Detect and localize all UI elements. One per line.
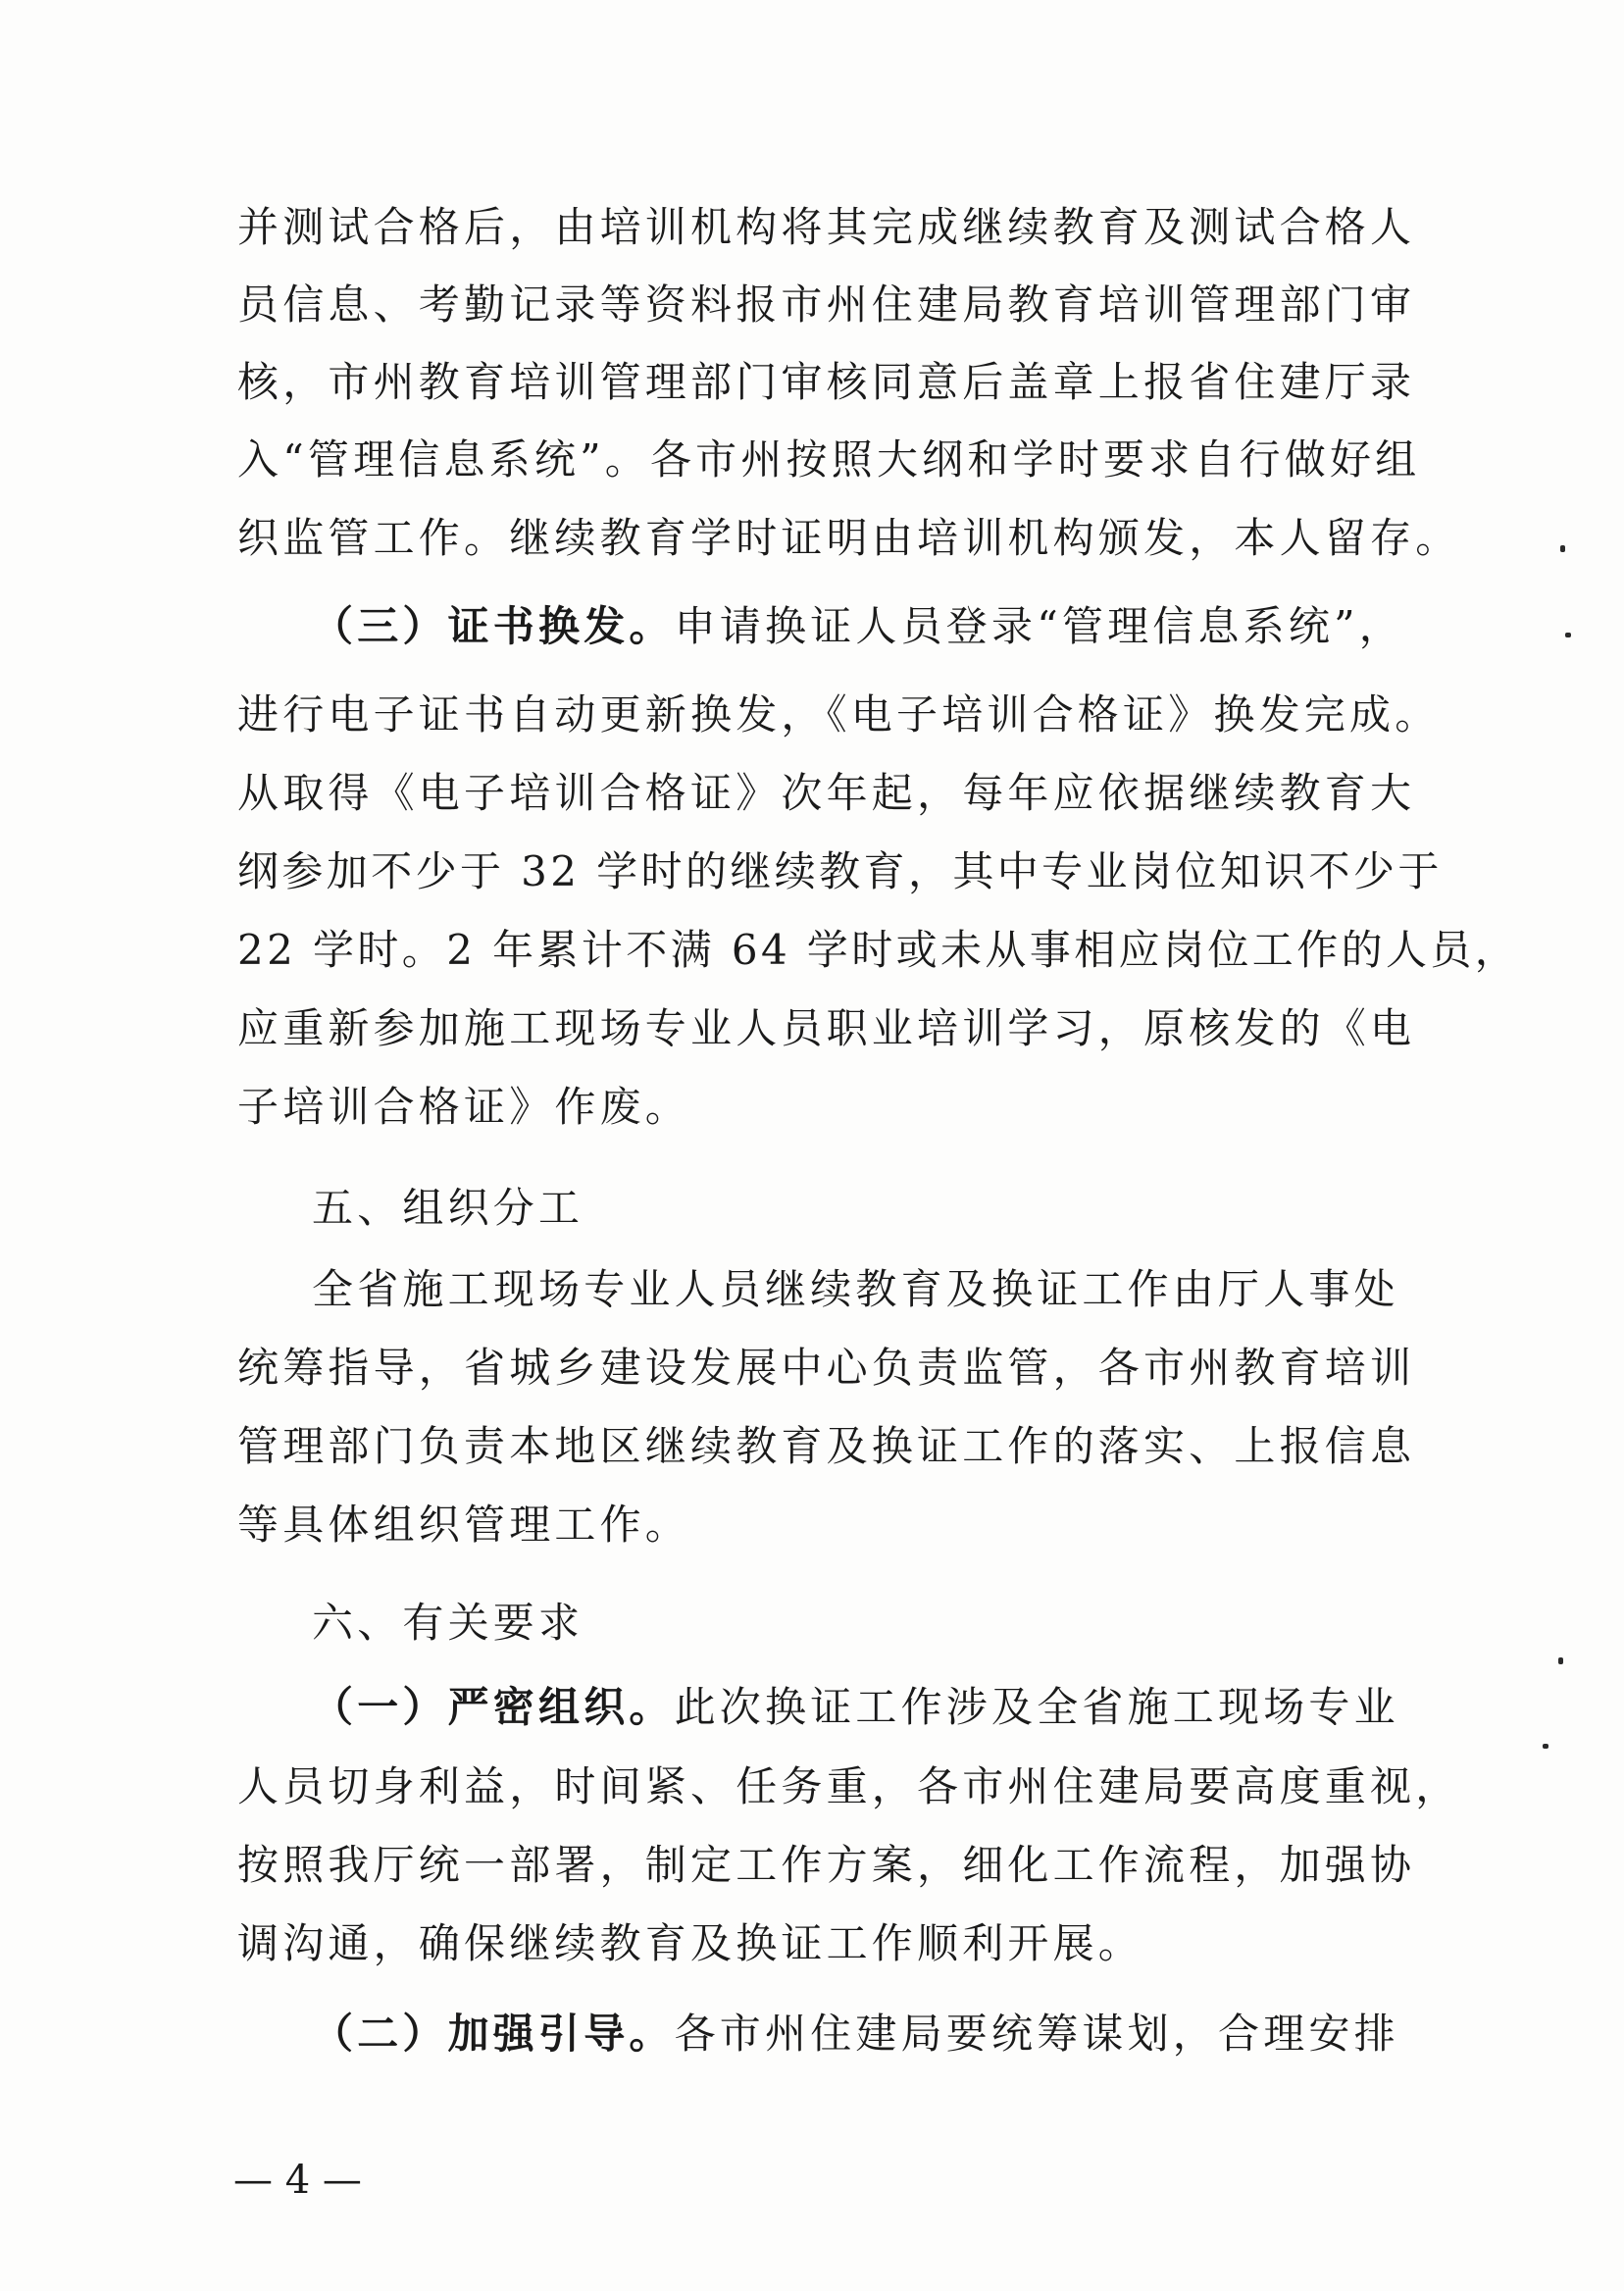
- subsection-heading: （三）证书换发。: [312, 602, 675, 650]
- subsection-6-1-line: [312, 1679, 1399, 1736]
- body-line: 统筹指导，省城乡建设发展中心负责监管，各市州教育培训: [237, 1344, 1416, 1392]
- subsection-3-line: [312, 598, 1404, 655]
- scan-speck: [1543, 1744, 1548, 1749]
- body-line: 22 学时。2 年累计不满 64 学时或未从事相应岗位工作的人员，: [237, 926, 1520, 974]
- subsection-heading: （二）加强引导。: [312, 2010, 675, 2058]
- section-heading-5: 五、组织分工: [312, 1184, 584, 1232]
- body-line: 调沟通，确保继续教育及换证工作顺利开展。: [237, 1919, 1144, 1967]
- body-line: 管理部门负责本地区继续教育及换证工作的落实、上报信息: [237, 1422, 1416, 1470]
- body-line: 进行电子证书自动更新换发，《电子培训合格证》换发完成。: [237, 690, 1441, 738]
- body-line: 并测试合格后，由培训机构将其完成继续教育及测试合格人: [237, 203, 1416, 251]
- subsection-6-2-line: [312, 2006, 1399, 2062]
- subsection-text: 此次换证工作涉及全省施工现场专业: [674, 1683, 1399, 1731]
- scan-speck: [1560, 545, 1565, 552]
- subsection-text: 各市州住建局要统筹谋划，合理安排: [674, 2010, 1399, 2058]
- body-line: 核，市州教育培训管理部门审核同意后盖章上报省住建厅录: [237, 358, 1416, 406]
- body-line: 织监管工作。继续教育学时证明由培训机构颁发，本人留存。: [237, 514, 1461, 562]
- scan-speck: [1558, 1657, 1563, 1664]
- page-number: — 4 —: [233, 2158, 362, 2203]
- body-line: 员信息、考勤记录等资料报市州住建局教育培训管理部门审: [237, 280, 1416, 329]
- body-line: 入“管理信息系统”。各市州按照大纲和学时要求自行做好组: [237, 435, 1421, 484]
- body-line: 子培训合格证》作废。: [237, 1083, 691, 1131]
- body-line: 从取得《电子培训合格证》次年起，每年应依据继续教育大: [237, 769, 1416, 817]
- subsection-text: 申请换证人员登录“管理信息系统”，: [674, 602, 1404, 650]
- subsection-heading: （一）严密组织。: [312, 1683, 675, 1731]
- body-line: 等具体组织管理工作。: [237, 1501, 691, 1549]
- body-line: 应重新参加施工现场专业人员职业培训学习，原核发的《电: [237, 1004, 1416, 1052]
- body-line: 人员切身利益，时间紧、任务重，各市州住建局要高度重视，: [237, 1762, 1461, 1810]
- body-line: 全省施工现场专业人员继续教育及换证工作由厅人事处: [312, 1265, 1399, 1313]
- scan-speck: [1565, 633, 1571, 637]
- section-heading-6: 六、有关要求: [312, 1599, 584, 1647]
- body-line: 纲参加不少于 32 学时的继续教育，其中专业岗位知识不少于: [237, 847, 1443, 895]
- body-line: 按照我厅统一部署，制定工作方案，细化工作流程，加强协: [237, 1841, 1416, 1889]
